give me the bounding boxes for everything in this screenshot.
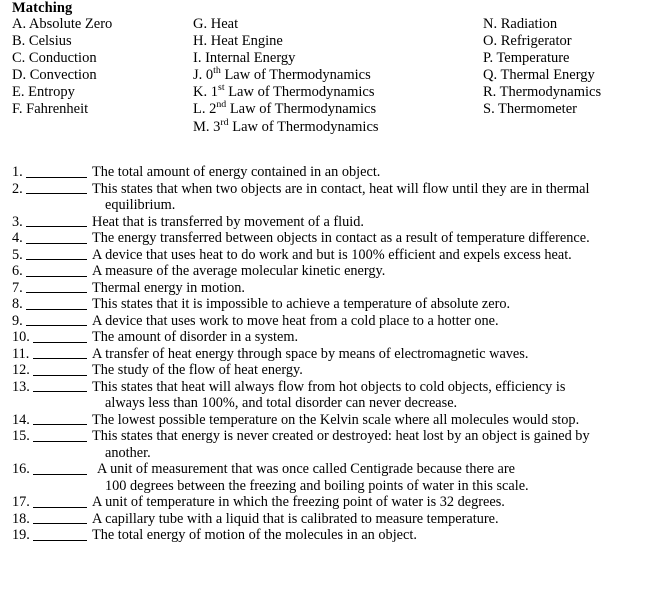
ordinal-superscript: rd	[220, 116, 229, 128]
word-bank-column-2	[193, 16, 478, 136]
question-text: Thermal energy in motion.	[92, 279, 245, 296]
word-bank-entry-item: B. Celsius	[12, 33, 72, 50]
question-number: 18.	[12, 510, 30, 527]
ordinal-superscript: nd	[216, 99, 227, 111]
word-bank-entry-item: A. Absolute Zero	[12, 16, 113, 32]
matching-question-row	[0, 181, 657, 214]
word-bank-entry-item: Q. Thermal Energy	[483, 67, 595, 84]
matching-question-row	[0, 412, 657, 429]
matching-question-row	[0, 379, 657, 412]
question-text-continuation: another.	[105, 444, 151, 461]
matching-question-row	[0, 461, 657, 494]
word-bank-entry-item: P. Temperature	[483, 50, 570, 67]
answer-blank[interactable]	[33, 441, 87, 442]
question-number: 7.	[12, 279, 23, 296]
answer-blank[interactable]	[26, 309, 87, 310]
matching-question-row	[0, 164, 657, 181]
question-number: 4.	[12, 230, 23, 246]
matching-question-row	[0, 527, 657, 544]
question-text: A transfer of heat energy through space by means of electromagnetic waves.	[92, 345, 529, 362]
matching-question-row	[0, 214, 657, 231]
question-number: 10.	[12, 329, 30, 345]
matching-question-row	[0, 313, 657, 330]
question-text: The total energy of motion of the molecules in an object.	[92, 527, 417, 543]
matching-question-row	[0, 296, 657, 313]
answer-blank[interactable]	[33, 358, 87, 359]
question-text: This states that heat will always flow from hot objects to cold objects, efficiency is always less than 100%, and total disorder can never decrease.	[92, 379, 657, 412]
question-text: The energy transferred between objects in contact as a result of temperature difference.	[92, 230, 590, 246]
ordinal-superscript: st	[217, 82, 225, 94]
question-number: 1.	[12, 164, 23, 180]
word-bank-entry-item: D. Convection	[12, 67, 97, 84]
question-number: 6.	[12, 263, 23, 279]
question-text: The total amount of energy contained in an object.	[92, 164, 381, 180]
matching-question-row	[0, 230, 657, 247]
question-text: A device that uses work to move heat from a cold place to a hotter one.	[92, 312, 499, 329]
question-text: This states that when two objects are in contact, heat will flow until they are in thermal equilibrium.	[92, 181, 657, 214]
question-text-continuation: always less than 100%, and total disorder can never decrease.	[105, 395, 458, 411]
answer-blank[interactable]	[33, 424, 87, 425]
word-bank-column-1	[12, 16, 190, 119]
word-bank-entry-item: L. 2nd Law of Thermodynamics	[193, 99, 377, 118]
answer-blank[interactable]	[33, 375, 87, 376]
answer-blank[interactable]	[33, 523, 87, 524]
answer-blank[interactable]	[33, 342, 87, 343]
question-text: A measure of the average molecular kinetic energy.	[92, 263, 386, 279]
question-text: Heat that is transferred by movement of a fluid.	[92, 213, 364, 230]
answer-blank[interactable]	[26, 292, 87, 293]
matching-question-row	[0, 247, 657, 264]
word-bank-entry-item: O. Refrigerator	[483, 33, 572, 50]
matching-question-row	[0, 329, 657, 346]
word-bank-entry-item: I. Internal Energy	[193, 50, 296, 67]
question-number: 9.	[12, 312, 23, 329]
matching-question-row	[0, 511, 657, 528]
answer-blank[interactable]	[26, 325, 87, 326]
word-bank-entry-item: N. Radiation	[483, 16, 558, 32]
answer-blank[interactable]	[26, 276, 87, 277]
question-number: 17.	[12, 494, 30, 510]
word-bank-entry-item: K. 1st Law of Thermodynamics	[193, 82, 375, 101]
matching-question-row	[0, 280, 657, 297]
answer-blank[interactable]	[26, 226, 87, 227]
word-bank-entry-item: M. 3rd Law of Thermodynamics	[193, 116, 379, 135]
question-number: 19.	[12, 527, 30, 543]
question-number: 16.	[12, 461, 30, 477]
word-bank-entry-item: H. Heat Engine	[193, 33, 283, 50]
question-number: 2.	[12, 180, 23, 197]
question-text: A unit of temperature in which the freezing point of water is 32 degrees.	[92, 494, 505, 510]
answer-blank[interactable]	[33, 391, 87, 392]
answer-blank[interactable]	[26, 193, 87, 194]
matching-question-row	[0, 428, 657, 461]
question-text: This states that energy is never created or destroyed: heat lost by an object is gained by another.	[92, 428, 657, 461]
word-bank-entry-item: E. Entropy	[12, 84, 75, 101]
matching-question-row	[0, 362, 657, 379]
answer-blank[interactable]	[33, 507, 87, 508]
word-bank-entry-item: F. Fahrenheit	[12, 101, 89, 118]
question-text: The lowest possible temperature on the Kelvin scale where all molecules would stop.	[92, 411, 580, 428]
question-number: 14.	[12, 411, 30, 428]
question-number: 15.	[12, 428, 30, 444]
word-bank-entry-item: R. Thermodynamics	[483, 84, 602, 101]
word-bank-entry-item: J. 0th Law of Thermodynamics	[193, 65, 371, 84]
matching-question-list	[0, 164, 657, 544]
ordinal-superscript: th	[213, 65, 221, 77]
question-number: 11.	[12, 345, 30, 362]
question-text: This states that it is impossible to achieve a temperature of absolute zero.	[92, 296, 511, 312]
question-number: 8.	[12, 296, 23, 312]
question-number: 13.	[12, 378, 30, 395]
question-number: 3.	[12, 213, 23, 230]
question-text: A unit of measurement that was once called Centigrade because there are 100 degrees between the freezing and boiling points of water in this scale.	[97, 461, 657, 494]
answer-blank[interactable]	[26, 177, 87, 178]
question-text: The amount of disorder in a system.	[92, 329, 299, 345]
question-text: A device that uses heat to do work and but is 100% efficient and expels excess heat.	[92, 246, 572, 263]
question-text: A capillary tube with a liquid that is calibrated to measure temperature.	[92, 510, 499, 527]
matching-question-row	[0, 346, 657, 363]
question-number: 5.	[12, 246, 23, 263]
word-bank-column-3	[483, 16, 655, 119]
matching-question-row	[0, 263, 657, 280]
question-number: 12.	[12, 362, 30, 378]
answer-blank[interactable]	[26, 259, 87, 260]
question-text-continuation: 100 degrees between the freezing and boiling points of water in this scale.	[105, 477, 529, 494]
matching-question-row	[0, 494, 657, 511]
word-bank	[0, 16, 657, 144]
word-bank-entry-item: G. Heat	[193, 16, 239, 32]
question-text-continuation: equilibrium.	[105, 197, 176, 213]
answer-blank[interactable]	[33, 540, 87, 541]
question-text: The study of the flow of heat energy.	[92, 362, 303, 378]
answer-blank[interactable]	[33, 474, 87, 475]
word-bank-entry-item: C. Conduction	[12, 50, 97, 67]
answer-blank[interactable]	[26, 243, 87, 244]
page-title: Matching	[12, 0, 73, 16]
word-bank-entry-item: S. Thermometer	[483, 101, 577, 118]
